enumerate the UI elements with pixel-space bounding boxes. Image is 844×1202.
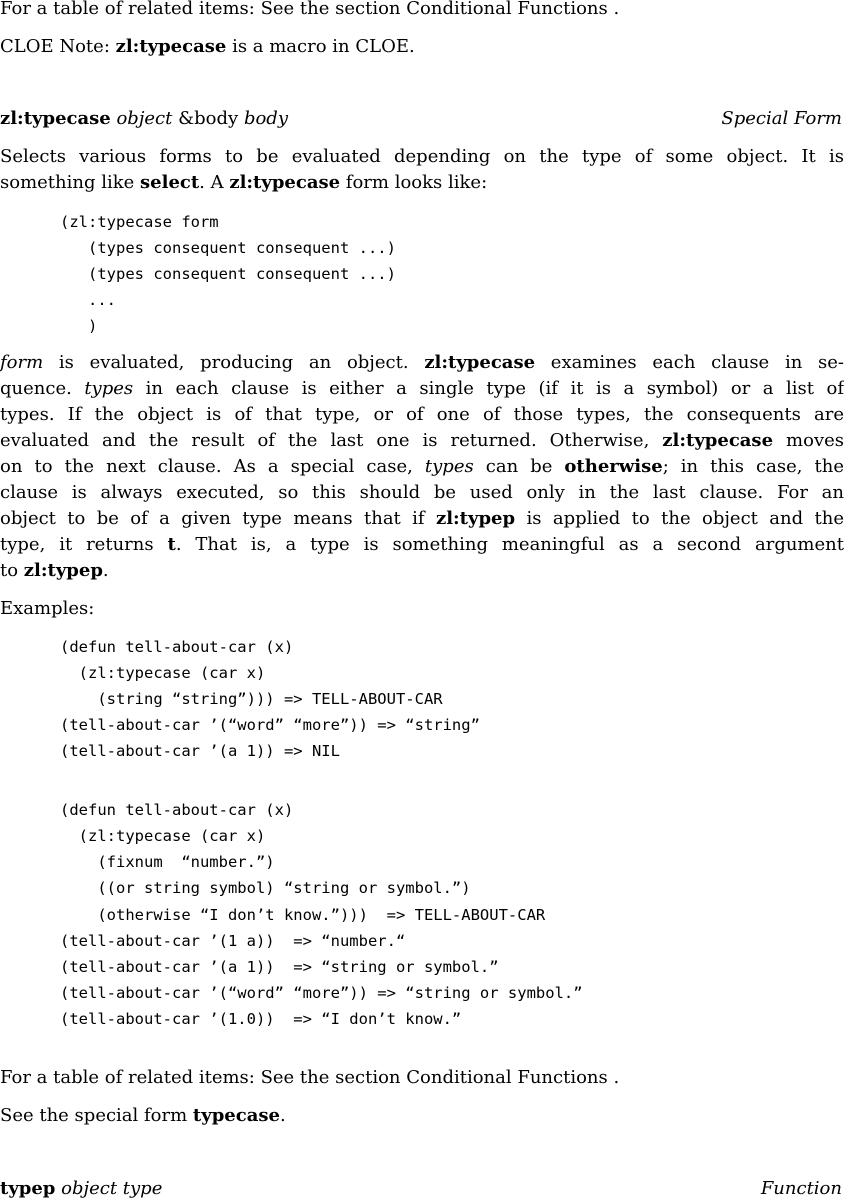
entry-amp-body: &body [178, 108, 239, 129]
examples-label: Examples: [0, 598, 95, 619]
code-line: (zl:typecase form [60, 213, 219, 231]
code-line: (fixnum “number.”) [60, 853, 275, 871]
entry-kind: Function [760, 1178, 842, 1199]
desc-line-3: types. If the object is of that type, or of one of those types, the consequents are [0, 404, 844, 425]
code-line: (tell-about-car ’(a 1)) => “string or symbol.” [60, 958, 499, 976]
related-items-note: For a table of related items: See the section Conditional Functions . [0, 0, 620, 19]
desc-line-8: type, it returns t. That is, a type is something meaningful as a second argument [0, 534, 844, 555]
code-line: (tell-about-car ’(1 a)) => “number.“ [60, 932, 406, 950]
desc-line-7: object to be of a given type means that if zl:typep is applied to the object and the [0, 508, 844, 529]
typecase-symbol: zl:typecase [229, 172, 341, 193]
intro-line-1: Selects various forms to be evaluated depending on the type of some object. It is [0, 146, 844, 167]
code-line: ... [60, 291, 116, 309]
code-line: (types consequent consequent ...) [60, 239, 396, 257]
intro-line-2: something like select. A zl:typecase form looks like: [0, 172, 488, 193]
cloe-note-symbol: zl:typecase [115, 36, 227, 57]
related-items-note: For a table of related items: See the section Conditional Functions . [0, 1067, 620, 1088]
desc-line-6: clause is always executed, so this should be used only in the last clause. For an [0, 482, 844, 503]
code-line: (zl:typecase (car x) [60, 664, 266, 682]
entry-header-typecase [0, 106, 844, 132]
code-line: (otherwise “I don’t know.”))) => TELL-ABOUT-CAR [60, 906, 546, 924]
code-line: (tell-about-car ’(a 1)) => NIL [60, 742, 340, 760]
code-line: (string “string”))) => TELL-ABOUT-CAR [60, 690, 443, 708]
entry-name: zl:typecase [0, 108, 111, 129]
desc-line-4: evaluated and the result of the last one is returned. Otherwise, zl:typecase moves [0, 430, 844, 451]
select-symbol: select [140, 172, 200, 193]
entry-args: object type [61, 1178, 163, 1199]
code-line: ((or string symbol) “string or symbol.”) [60, 879, 471, 897]
code-line: (zl:typecase (car x) [60, 827, 266, 845]
cloe-note-prefix: CLOE Note: [0, 36, 116, 57]
entry-name: typep [0, 1178, 56, 1199]
entry-kind: Special Form [721, 108, 842, 129]
desc-line-5: on to the next clause. As a special case, types can be otherwise; in this case, the [0, 456, 844, 477]
desc-line-9: to zl:typep. [0, 560, 109, 581]
see-also-symbol: typecase [192, 1105, 280, 1126]
code-line: (types consequent consequent ...) [60, 265, 396, 283]
code-line: (tell-about-car ’(“word” “more”)) => “string or symbol.” [60, 984, 583, 1002]
code-line: (tell-about-car ’(1.0)) => “I don’t know.” [60, 1010, 462, 1028]
see-also-note: See the special form typecase. [0, 1105, 286, 1126]
code-line: (defun tell-about-car (x) [60, 801, 294, 819]
entry-arg-object: object [116, 108, 173, 129]
entry-arg-body: body [243, 108, 288, 129]
code-line: (defun tell-about-car (x) [60, 638, 294, 656]
cloe-note [0, 34, 844, 60]
entry-header-typep [0, 1176, 844, 1202]
desc-line-2: quence. types in each clause is either a single type (if it is a symbol) or a list of [0, 378, 844, 399]
code-line: ) [60, 317, 98, 335]
code-line: (tell-about-car ’(“word” “more”)) => “string” [60, 716, 480, 734]
desc-line-1: form is evaluated, producing an object. zl:typecase examines each clause in se- [0, 352, 844, 373]
cloe-note-suffix: is a macro in CLOE. [226, 36, 415, 57]
